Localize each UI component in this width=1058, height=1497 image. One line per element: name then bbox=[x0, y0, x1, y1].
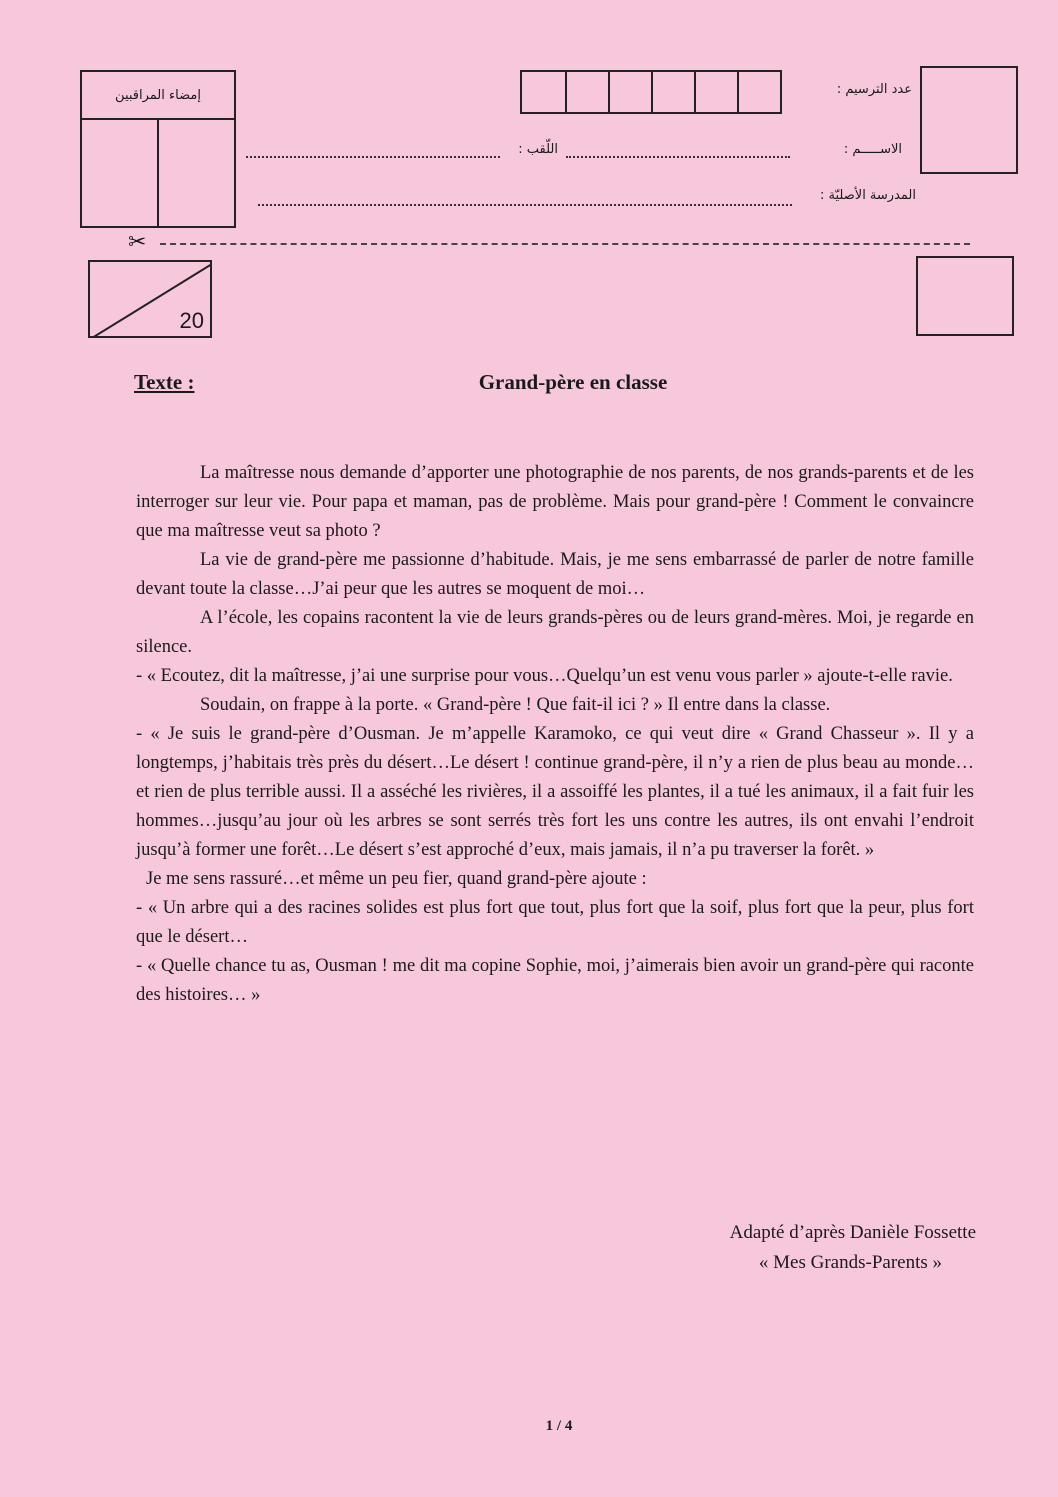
surname-field[interactable] bbox=[246, 156, 500, 158]
registration-label: عدد الترسيم : bbox=[836, 82, 912, 97]
scissors-icon: ✂ bbox=[128, 230, 147, 255]
text-title: Grand-père en classe bbox=[478, 370, 668, 394]
paragraph: Je me sens rassuré…et même un peu fier, quand grand-père ajoute : bbox=[146, 869, 647, 889]
registration-digit-cell[interactable] bbox=[565, 72, 608, 112]
grade-total: 20 bbox=[179, 308, 204, 333]
registration-digit-cell[interactable] bbox=[694, 72, 737, 112]
attribution-source: « Mes Grands-Parents » bbox=[758, 1252, 942, 1273]
registration-digit-cell[interactable] bbox=[608, 72, 651, 112]
signature-cell[interactable] bbox=[157, 120, 234, 226]
text-body bbox=[136, 459, 974, 1010]
registration-digit-cell[interactable] bbox=[737, 72, 780, 112]
paragraph: - « Ecoutez, dit la maîtresse, j’ai une surprise pour vous…Quelqu’un est venu vous parler » ajoute-t-elle ravie. bbox=[136, 666, 953, 686]
paragraph: Soudain, on frappe à la porte. « Grand-père ! Que fait-il ici ? » Il entre dans la classe. bbox=[200, 695, 831, 715]
registration-digit-cell[interactable] bbox=[522, 72, 565, 112]
signature-cell[interactable] bbox=[82, 120, 157, 226]
grade-box bbox=[88, 260, 212, 338]
paragraph: La maîtresse nous demande d’apporter une photographie de nos parents, de nos grands-parents et de les interroger sur leur vie. Pour papa et maman, pas de problème. Mais pour grand-père ! Comment le convaincre que ma maîtresse veut sa photo ? bbox=[136, 463, 974, 541]
page-number: 1 / 4 bbox=[545, 1418, 573, 1434]
school-field[interactable] bbox=[258, 204, 792, 206]
paragraph: - « Un arbre qui a des racines solides est plus fort que tout, plus fort que la soif, plus fort que la peur, plus fort que le désert… bbox=[136, 898, 974, 947]
supervisors-signature-box bbox=[80, 70, 236, 228]
paragraph: - « Quelle chance tu as, Ousman ! me dit ma copine Sophie, moi, j’aimerais bien avoir un grand-père qui raconte des histoires… » bbox=[136, 956, 974, 1005]
cut-line-divider bbox=[160, 243, 970, 245]
supervisors-signature-label: إمضاء المراقبين bbox=[82, 72, 234, 120]
school-label: المدرسة الأصليّة : bbox=[820, 188, 916, 203]
surname-label: اللّقب : bbox=[518, 142, 558, 157]
attribution-author: Adapté d’après Danièle Fossette bbox=[729, 1222, 976, 1243]
name-field[interactable] bbox=[566, 156, 790, 158]
name-label: الاســـــم : bbox=[843, 142, 902, 157]
paragraph: A l’école, les copains racontent la vie de leurs grands-pères ou de leurs grand-mères. Moi, je regarde en silence. bbox=[136, 608, 974, 657]
registration-number-boxes bbox=[520, 70, 782, 114]
texte-label: Texte : bbox=[134, 370, 195, 394]
registration-digit-cell[interactable] bbox=[651, 72, 694, 112]
attribution bbox=[600, 1218, 976, 1278]
id-box-lower bbox=[916, 256, 1014, 336]
paragraph: La vie de grand-père me passionne d’habitude. Mais, je me sens embarrassé de parler de notre famille devant toute la classe…J’ai peur que les autres se moquent de moi… bbox=[136, 550, 974, 599]
id-box bbox=[920, 66, 1018, 174]
paragraph: - « Je suis le grand-père d’Ousman. Je m’appelle Karamoko, ce qui veut dire « Grand Chasseur ». Il y a longtemps, j’habitais très près du désert…Le désert ! continue grand-père, il n’y a rien de plus beau au monde…et rien de plus terrible aussi. Il a asséché les rivières, il a assoiffé les plantes, il a tué les animaux, il a fait fuir les hommes…jusqu’au jour où les arbres se sont serrés très fort les uns contre les autres, ils ont envahi l’endroit jusqu’à former une forêt…Le désert s’est approché d’eux, mais jamais, il n’a pu traverser la forêt. » bbox=[136, 724, 974, 860]
